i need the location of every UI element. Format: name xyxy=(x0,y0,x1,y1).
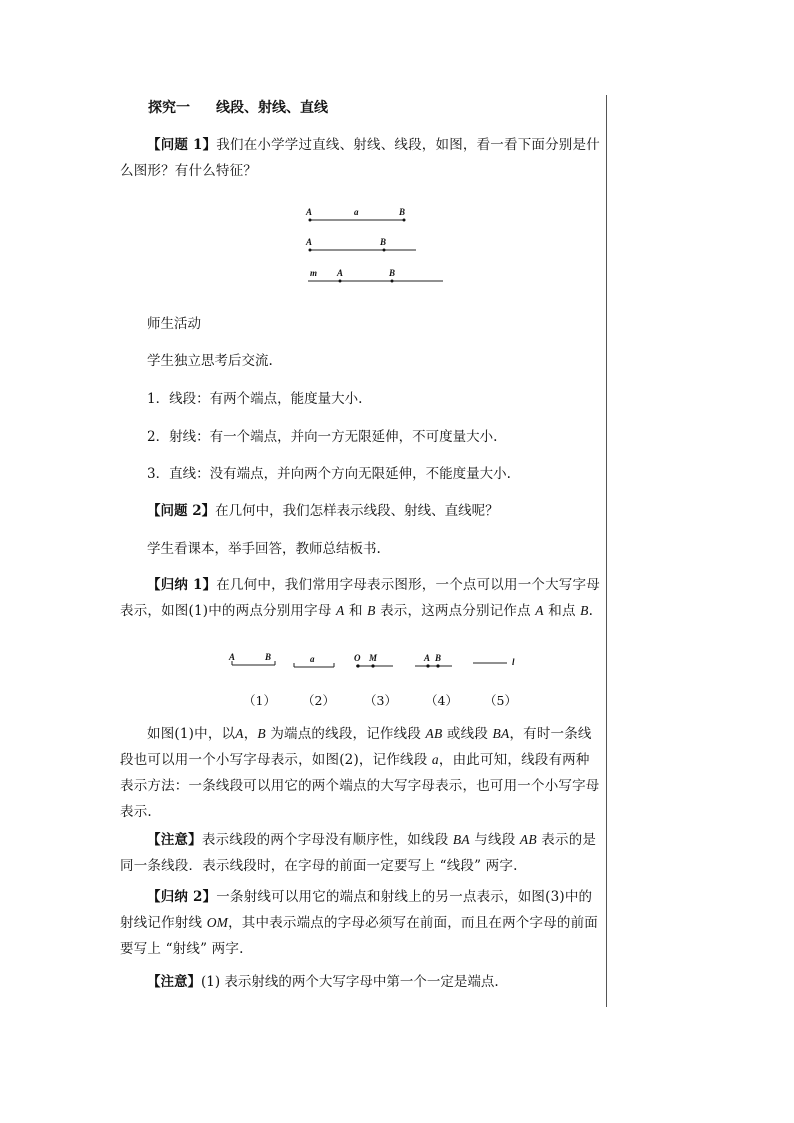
summary-1-tag: 【归纳 1】 xyxy=(147,577,217,593)
section-title xyxy=(148,95,328,121)
note-2-tag: 【注意】 xyxy=(147,974,201,990)
summary-1-text-1: 在几何中，我们常用字母表示图形，一个点可以用一个大写字母表示，如图(1)中的两点分别用字母 xyxy=(120,577,600,619)
line-label-m: m xyxy=(310,268,318,278)
segment-label-a-lower: a xyxy=(354,207,359,217)
fig3-label-m: M xyxy=(369,653,378,663)
segment-label-b: B xyxy=(399,207,406,217)
activity-item-2: 2．射线：有一个端点，并向一方无限延伸，不可度量大小. xyxy=(147,429,498,445)
segment-notation-paragraph xyxy=(120,721,602,825)
fig3-point-m xyxy=(371,664,374,667)
line-label-b: B xyxy=(389,268,396,278)
note-1-text-2: 与线段 xyxy=(469,832,520,848)
note-2-text: (1) 表示射线的两个大写字母中第一个一定是端点. xyxy=(201,974,499,990)
note-2 xyxy=(147,969,499,995)
summary-1-letter-b: B xyxy=(367,603,376,618)
segment-label-a: A xyxy=(306,207,313,217)
summary-2-om: OM xyxy=(206,915,229,930)
seg-para-text-6: ，由此可知，线段有两种表示方法：一条线段可以用它的两个端点的大写字母表示，也可用一个小写字母表示. xyxy=(120,752,600,820)
activity-item-1: 1．线段：有两个端点，能度量大小. xyxy=(147,391,363,407)
fig5-label-l: l xyxy=(512,657,515,667)
figure-notations xyxy=(225,648,525,678)
seg-para-letter-a: A xyxy=(235,726,244,741)
activity-intro: 学生独立思考后交流. xyxy=(147,353,273,369)
seg-para-text-2: ， xyxy=(243,726,258,742)
activity-heading: 师生活动 xyxy=(147,316,201,332)
fig3-label-o: O xyxy=(354,653,361,663)
activity-item-3: 3．直线：没有端点，并向两个方向无限延伸，不能度量大小. xyxy=(147,466,511,482)
segment-point-b xyxy=(403,219,406,222)
line-point-a xyxy=(339,280,342,283)
seg-para-text-3: 为端点的线段，记作线段 xyxy=(265,726,426,742)
note-1-text-1: 表示线段的两个字母没有顺序性，如线段 xyxy=(201,832,453,848)
seg-para-ab: AB xyxy=(425,726,443,741)
question-1-tag: 【问题 1】 xyxy=(147,137,217,153)
ray-point-b xyxy=(383,249,386,252)
question-2-answer: 学生看课本，举手回答，教师总结板书. xyxy=(147,541,381,557)
right-border-line xyxy=(606,95,607,1007)
figure-label-5: （5） xyxy=(484,693,517,708)
seg-para-ba: BA xyxy=(492,726,510,741)
ray-point-a xyxy=(309,249,312,252)
line-point-b xyxy=(391,280,394,283)
summary-1 xyxy=(120,572,602,624)
seg-para-letter-b: B xyxy=(257,726,266,741)
fig4-point-b xyxy=(436,664,439,667)
section-title-text: 线段、射线、直线 xyxy=(216,100,328,116)
fig4-label-a: A xyxy=(424,653,431,663)
figure-line-ray-segment xyxy=(300,200,460,295)
summary-2-tag: 【归纳 2】 xyxy=(147,889,217,905)
fig3-point-o xyxy=(356,664,359,667)
fig4-point-a xyxy=(426,664,429,667)
ray-label-b: B xyxy=(380,237,387,247)
seg-para-text-4: 或线段 xyxy=(442,726,493,742)
figure-label-3: （3） xyxy=(364,693,397,708)
summary-2-text-2: ，其中表示端点的字母必须写在前面，而且在两个字母的前面要写上 “射线” 两字. xyxy=(120,915,599,957)
question-2-tag: 【问题 2】 xyxy=(147,503,216,519)
line-label-a: A xyxy=(337,268,344,278)
fig1-label-b: B xyxy=(265,652,272,662)
section-title-prefix: 探究一 xyxy=(148,100,190,116)
note-1-ab: AB xyxy=(519,832,537,847)
question-1-text: 我们在小学学过直线、射线、线段，如图，看一看下面分别是什么图形？有什么特征？ xyxy=(120,137,600,179)
summary-1-letter-b2: B xyxy=(580,603,589,618)
segment-point-a xyxy=(309,219,312,222)
seg-para-text-5: ，有时一条线段也可以用一个小写字母表示，如图(2)，记作线段 xyxy=(120,726,592,768)
summary-1-text-4: 和点 xyxy=(543,603,581,619)
note-1-ba: BA xyxy=(452,832,470,847)
summary-1-letter-a: A xyxy=(336,603,345,618)
summary-1-text-5: . xyxy=(588,603,594,619)
note-1-text-3: 表示的是同一条线段．表示线段时，在字母的前面一定要写上 “线段” 两字. xyxy=(120,832,597,874)
fig2-label-a: a xyxy=(310,654,315,664)
question-2 xyxy=(147,498,499,524)
fig1-label-a: A xyxy=(229,652,236,662)
note-1 xyxy=(120,827,602,879)
question-1 xyxy=(120,132,602,184)
figure-label-4: （4） xyxy=(425,693,458,708)
seg-para-letter-a-lower: a xyxy=(431,752,439,767)
summary-2-text-1: 一条射线可以用它的端点和射线上的另一点表示，如图(3)中的射线记作射线 xyxy=(120,889,593,931)
figure-label-2: （2） xyxy=(302,693,335,708)
summary-1-letter-a2: A xyxy=(535,603,544,618)
fig4-label-b: B xyxy=(435,653,442,663)
summary-2 xyxy=(120,884,602,962)
question-2-text: 在几何中，我们怎样表示线段、射线、直线呢？ xyxy=(215,503,499,519)
note-1-tag: 【注意】 xyxy=(147,832,202,848)
summary-1-text-2: 和 xyxy=(344,603,368,619)
summary-1-text-3: 表示，这两点分别记作点 xyxy=(375,603,536,619)
figure-label-1: （1） xyxy=(243,693,276,708)
seg-para-text-1: 如图(1)中，以 xyxy=(147,726,236,742)
ray-label-a: A xyxy=(306,237,313,247)
